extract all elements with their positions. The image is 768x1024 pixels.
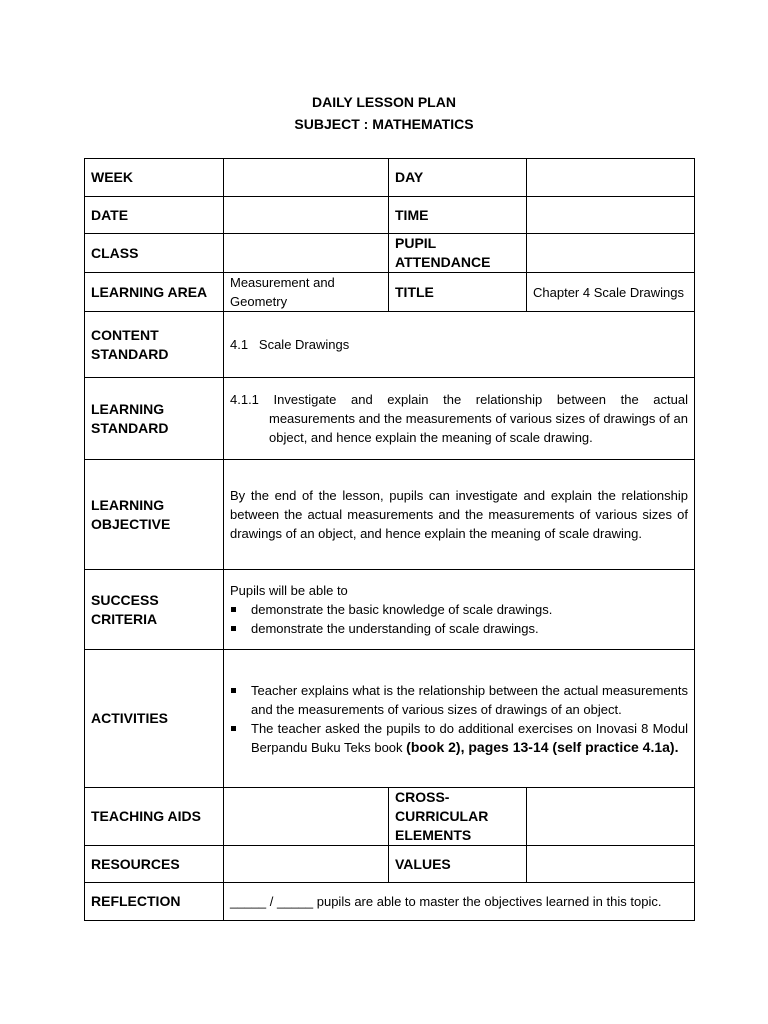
list-item-bold-text: (book 2), pages 13-14 (self practice 4.1a).: [406, 738, 679, 755]
list-item: [230, 600, 688, 619]
bullet-square-icon: [231, 607, 236, 612]
list-item-text: The teacher asked the pupils to do additional exercises on Inovasi 8 Modul Berpandu Buku Teks book: [251, 720, 688, 755]
row-learning-objective: [85, 460, 695, 570]
success-criteria-value: [224, 570, 695, 650]
learning-objective-label: LEARNING OBJECTIVE: [85, 460, 224, 570]
learning-objective-text: By the end of the lesson, pupils can investigate and explain the relationship between the actual measurements and the measurements of various sizes of drawings of an object, and hence explain the meaning of scale drawing.: [230, 488, 688, 541]
date-value[interactable]: [224, 197, 389, 234]
cross-curricular-value[interactable]: [527, 788, 695, 846]
learning-objective-value: [224, 460, 695, 570]
document-title: DAILY LESSON PLAN: [312, 94, 456, 110]
list-item: [230, 681, 688, 719]
document-subject: SUBJECT : MATHEMATICS: [294, 116, 474, 132]
row-learning-area: [85, 273, 695, 312]
list-item: [230, 619, 688, 638]
row-content-standard: [85, 312, 695, 378]
time-label: TIME: [389, 197, 527, 234]
row-date: [85, 197, 695, 234]
date-label: DATE: [85, 197, 224, 234]
learning-area-value: Measurement and Geometry: [224, 273, 389, 312]
title-label: TITLE: [389, 273, 527, 312]
cross-curricular-label: CROSS-CURRICULAR ELEMENTS: [389, 788, 527, 846]
list-item-text: demonstrate the understanding of scale drawings.: [251, 621, 539, 636]
success-criteria-label: SUCCESS CRITERIA: [85, 570, 224, 650]
resources-label: RESOURCES: [85, 846, 224, 883]
row-reflection: [85, 883, 695, 921]
activities-list: [230, 681, 688, 757]
reflection-label: REFLECTION: [85, 883, 224, 921]
day-label: DAY: [389, 159, 527, 197]
lesson-plan-table: [84, 158, 695, 921]
success-criteria-list: [230, 600, 688, 638]
row-resources: [85, 846, 695, 883]
row-class: [85, 234, 695, 273]
list-item-text: demonstrate the basic knowledge of scale drawings.: [251, 602, 553, 617]
bullet-square-icon: [231, 688, 236, 693]
resources-value[interactable]: [224, 846, 389, 883]
list-item: [230, 719, 688, 757]
learning-standard-value: [224, 378, 695, 460]
pupil-attendance-value[interactable]: [527, 234, 695, 273]
week-value[interactable]: [224, 159, 389, 197]
teaching-aids-label: TEACHING AIDS: [85, 788, 224, 846]
activities-value: [224, 650, 695, 788]
row-success-criteria: [85, 570, 695, 650]
learning-area-label: LEARNING AREA: [85, 273, 224, 312]
class-label: CLASS: [85, 234, 224, 273]
list-item-text: Teacher explains what is the relationship between the actual measurements and the measurements of various sizes of drawings of an object.: [251, 682, 688, 717]
learning-standard-label: LEARNING STANDARD: [85, 378, 224, 460]
row-learning-standard: [85, 378, 695, 460]
pupil-attendance-label: PUPIL ATTENDANCE: [389, 234, 527, 273]
class-value[interactable]: [224, 234, 389, 273]
title-value: Chapter 4 Scale Drawings: [527, 273, 695, 312]
activities-label: ACTIVITIES: [85, 650, 224, 788]
content-standard-label: CONTENT STANDARD: [85, 312, 224, 378]
bullet-square-icon: [231, 626, 236, 631]
reflection-value: _____ / _____ pupils are able to master the objectives learned in this topic.: [224, 883, 695, 921]
learning-standard-text: 4.1.1 Investigate and explain the relationship between the actual measurements and the measurements of various sizes of drawings of an object, and hence explain the meaning of scale drawing.: [230, 392, 688, 445]
day-value[interactable]: [527, 159, 695, 197]
week-label: WEEK: [85, 159, 224, 197]
content-standard-value: 4.1 Scale Drawings: [224, 312, 695, 378]
teaching-aids-value[interactable]: [224, 788, 389, 846]
row-teaching-aids: [85, 788, 695, 846]
row-week: [85, 159, 695, 197]
bullet-square-icon: [231, 726, 236, 731]
values-value[interactable]: [527, 846, 695, 883]
success-criteria-intro: Pupils will be able to: [230, 583, 348, 598]
row-activities: [85, 650, 695, 788]
values-label: VALUES: [389, 846, 527, 883]
time-value[interactable]: [527, 197, 695, 234]
